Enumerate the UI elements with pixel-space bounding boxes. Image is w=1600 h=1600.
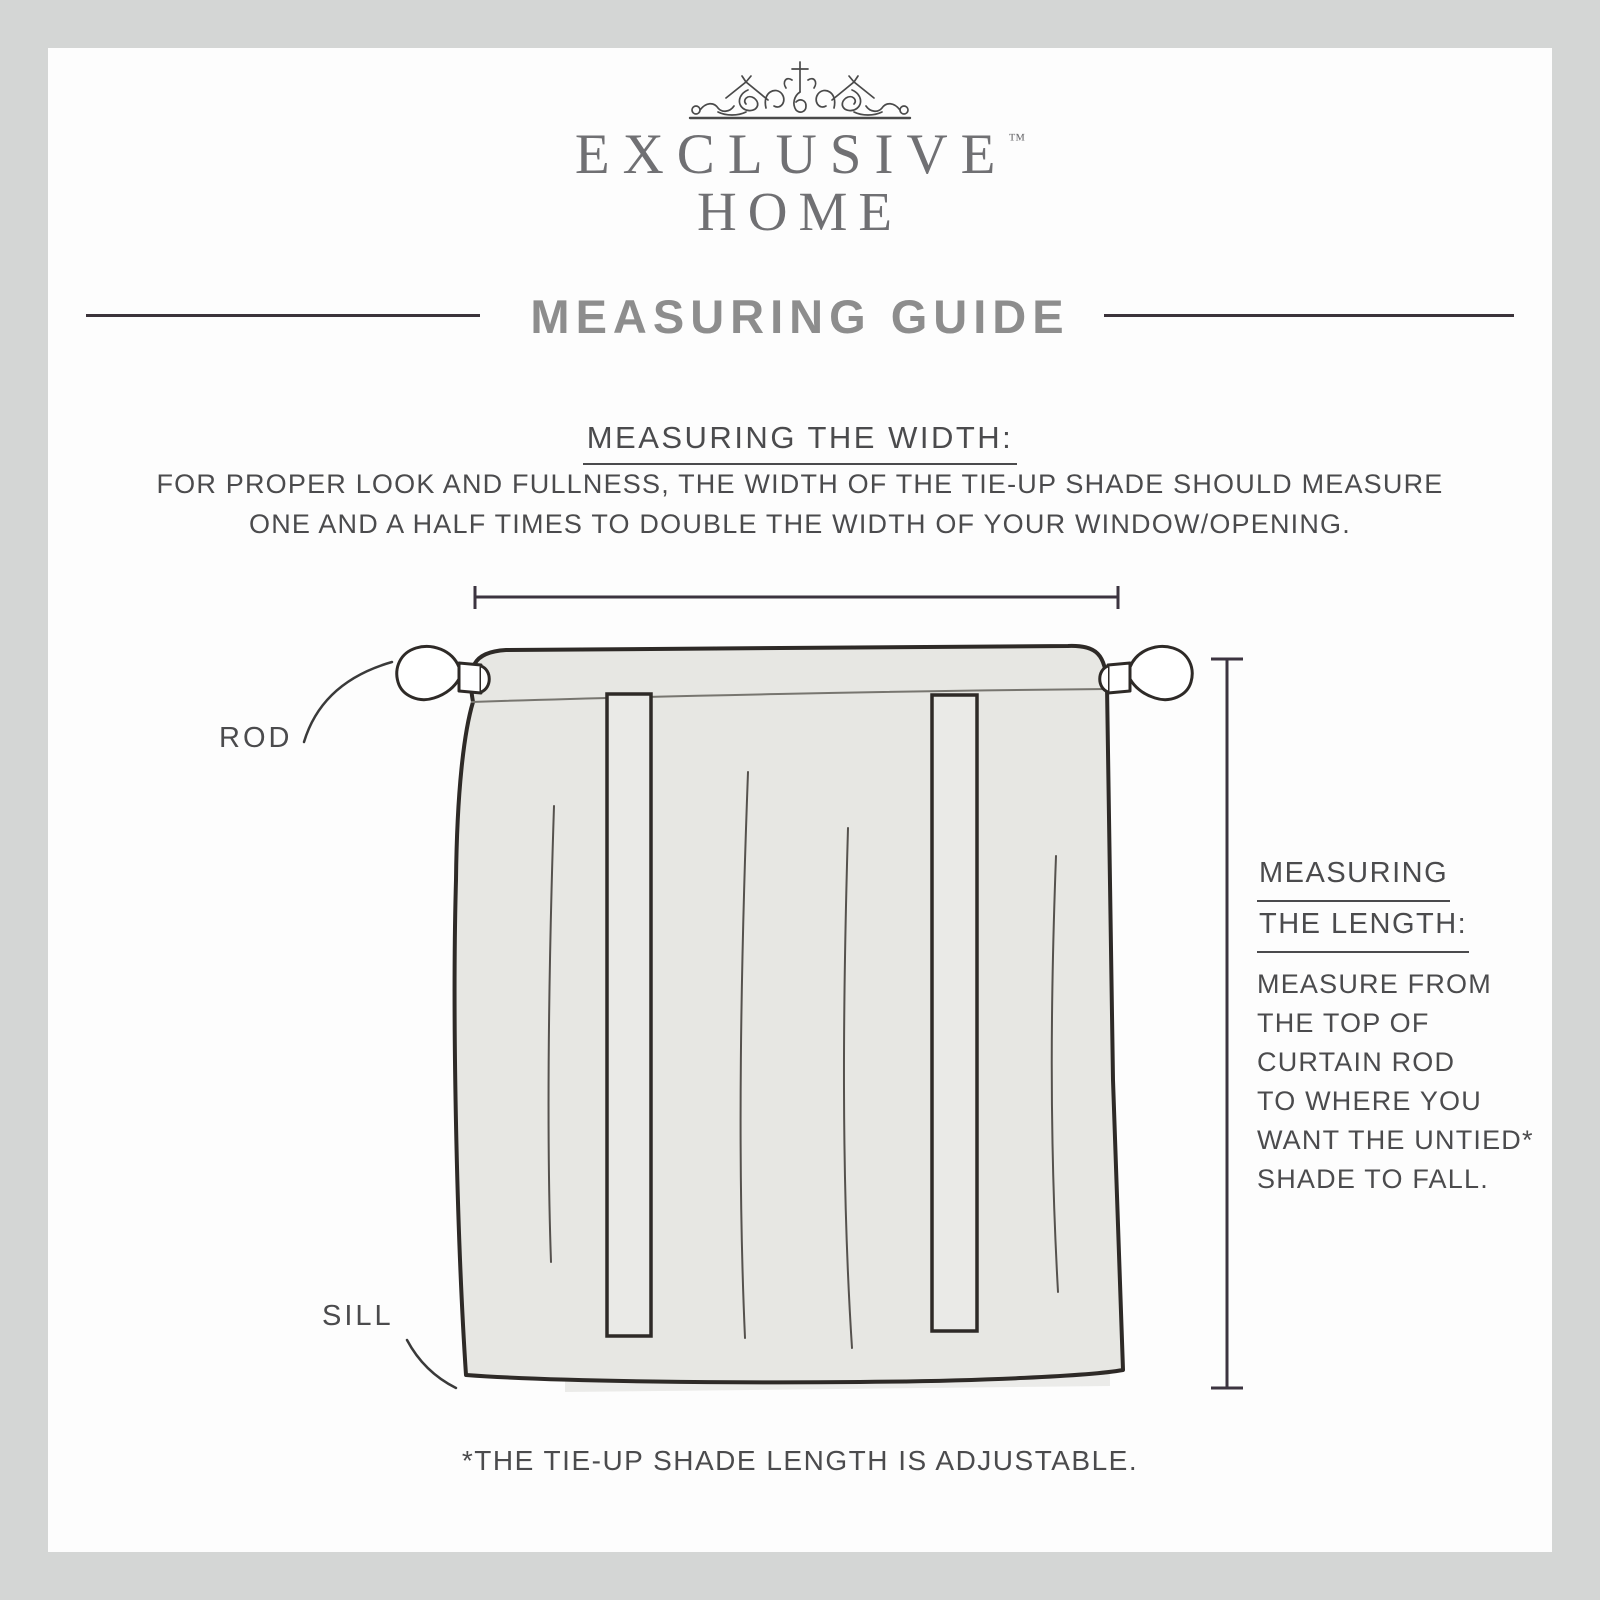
length-section-body bbox=[1257, 965, 1567, 1199]
tie-strap-right bbox=[932, 695, 977, 1331]
footnote: *THE TIE-UP SHADE LENGTH IS ADJUSTABLE. bbox=[461, 1445, 1139, 1476]
rod-finial-right bbox=[1100, 646, 1192, 699]
length-body-line: MEASURE FROM bbox=[1257, 969, 1492, 999]
length-section bbox=[1257, 851, 1567, 1199]
brand-name-line1: EXCLUSIVE™ bbox=[574, 123, 1026, 186]
length-body-line: SHADE TO FALL. bbox=[1257, 1164, 1489, 1194]
length-body-line: CURTAIN ROD bbox=[1257, 1047, 1456, 1077]
rod-leader-line bbox=[304, 662, 392, 742]
width-measure-line bbox=[475, 586, 1118, 609]
length-measure-line bbox=[1211, 659, 1243, 1388]
rod-label: ROD bbox=[219, 722, 293, 754]
rod-finial-left bbox=[397, 646, 489, 699]
width-section-line2: ONE AND A HALF TIMES TO DOUBLE THE WIDTH OF YOUR WINDOW/OPENING. bbox=[249, 509, 1351, 539]
length-section-heading-line1: MEASURING bbox=[1257, 851, 1567, 902]
length-body-line: THE TOP OF bbox=[1257, 1008, 1430, 1038]
sill-label: SILL bbox=[322, 1300, 394, 1332]
brand-name-line2: HOME bbox=[697, 181, 903, 242]
sill-leader-line bbox=[407, 1340, 456, 1388]
length-body-line: WANT THE UNTIED* bbox=[1257, 1125, 1534, 1155]
trademark-symbol: ™ bbox=[1008, 130, 1026, 149]
page-title: MEASURING GUIDE bbox=[530, 290, 1070, 343]
width-section-heading: MEASURING THE WIDTH: bbox=[0, 420, 1600, 465]
width-section-line1: FOR PROPER LOOK AND FULLNESS, THE WIDTH OF THE TIE-UP SHADE SHOULD MEASURE bbox=[156, 469, 1444, 499]
tie-strap-left bbox=[607, 694, 651, 1336]
curtain-shade bbox=[455, 646, 1123, 1382]
length-section-heading-line2: THE LENGTH: bbox=[1257, 902, 1567, 953]
length-body-line: TO WHERE YOU bbox=[1257, 1086, 1482, 1116]
